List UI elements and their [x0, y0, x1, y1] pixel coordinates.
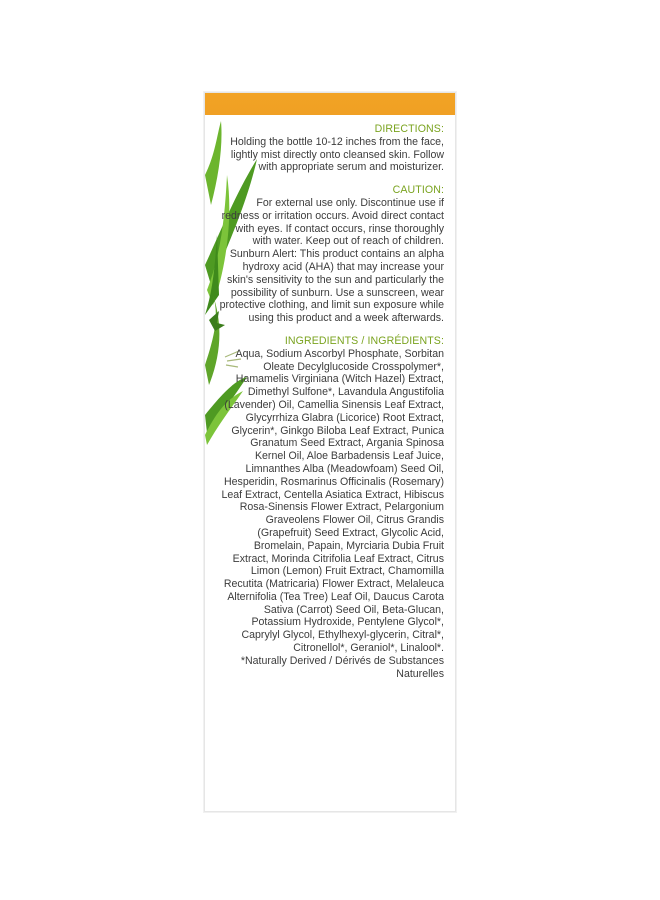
ingredients-text: Aqua, Sodium Ascorbyl Phosphate, Sorbitan Oleate Decylglucoside Crosspolymer*, Hamamelis Virginiana (Witch Hazel) Extract, Dimethyl Sulfone*, Lavandula Angustifolia (Lavender) Oil, Camellia Sinensis Leaf Extract, Glycyrrhiza Glabra (Licorice) Root Extract, Glycerin*, Ginkgo Biloba Leaf Extract, Punica Granatum Seed Extract, Argania Spinosa Kernel Oil, Aloe Barbadensis Leaf Juice, Limnanthes Alba (Meadowfoam) Seed Oil, Hesperidin, Rosmarinus Officinalis (Rosemary) Leaf Extract, Centella Asiatica Extract, Hibiscus Rosa-Sinensis Flower Extract, Pelargonium Graveolens Flower Oil, Citrus Grandis (Grapefruit) Seed Extract, Glycolic Acid, Bromelain, Papain, Myrciaria Dubia Fruit Extract, Morinda Citrifolia Leaf Extract, Citrus Limon (Lemon) Fruit Extract, Chamomilla Recutita (Matricaria) Flower Extract, Melaleuca Alternifolia (Tea Tree) Leaf Oil, Daucus Carota Sativa (Carrot) Seed Oil, Beta-Glucan, Potassium Hydroxide, Pentylene Glycol*, Caprylyl Glycol, Ethylhexyl-glycerin, Citral*, Citronellol*, Geraniol*, Linalool*. — [221, 347, 444, 655]
caution-heading: CAUTION: — [392, 184, 444, 197]
directions-heading: DIRECTIONS: — [374, 123, 444, 135]
caution-text: For external use only. Discontinue use if redness or irritation occurs. Avoid direct contact with eyes. If contact occurs, rinse thoroughly with water. Keep out of reach of children. Sunburn Alert: This product contains an alpha hydroxy acid (AHA) that may increase your skin's sensitivity to the sun and particularly the possibility of sunburn. Use a sunscreen, wear protective clothing, and limit sun exposure while using this product and a week afterwards. — [219, 196, 444, 325]
ingredients-heading: INGREDIENTS / INGRÉDIENTS: — [284, 334, 444, 347]
product-box — [204, 92, 456, 812]
ingredients-note: *Naturally Derived / Dérivés de Substances Naturelles — [240, 654, 444, 680]
label-text-column — [218, 123, 444, 680]
directions-text: Holding the bottle 10-12 inches from the face, lightly mist directly onto cleansed skin. Follow with appropriate serum and moisturizer. — [230, 135, 444, 174]
orange-top-band — [205, 93, 455, 115]
